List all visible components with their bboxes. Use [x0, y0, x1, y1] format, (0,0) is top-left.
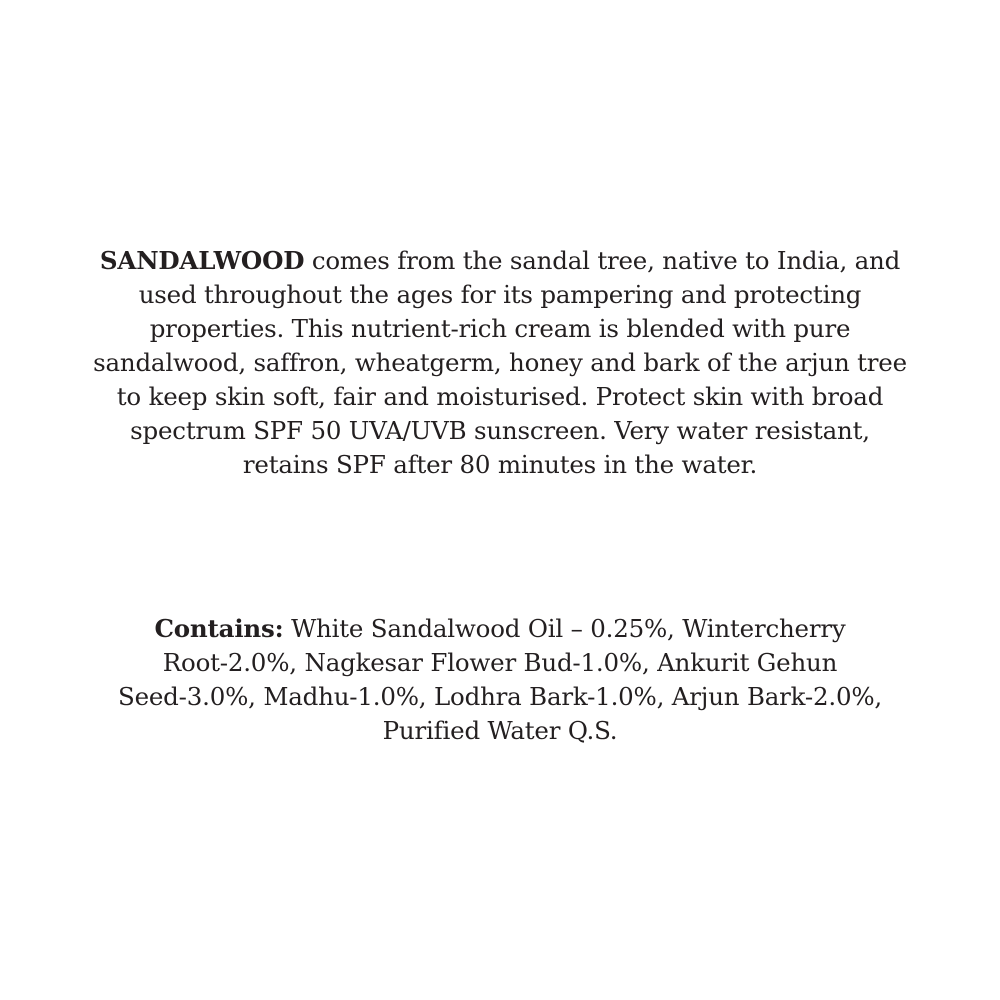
description-line-text: comes from the sandal tree, native to India, and — [304, 246, 901, 275]
contains-label: Contains: — [154, 614, 284, 643]
contains-line: Root-2.0%, Nagkesar Flower Bud-1.0%, Ankurit Gehun — [162, 648, 838, 677]
description-lead: SANDALWOOD — [99, 246, 305, 275]
contains-line: Purified Water Q.S. — [382, 716, 618, 745]
description-line: spectrum SPF 50 UVA/UVB sunscreen. Very water resistant, — [130, 416, 870, 445]
description-line: sandalwood, saffron, wheatgerm, honey and bark of the arjun tree — [93, 348, 907, 377]
description-paragraph — [0, 244, 1000, 482]
description-line: properties. This nutrient-rich cream is blended with pure — [149, 314, 851, 343]
contains-line: Seed-3.0%, Madhu-1.0%, Lodhra Bark-1.0%, Arjun Bark-2.0%, — [117, 682, 882, 711]
description-line: used throughout the ages for its pampering and protecting — [138, 280, 862, 309]
contains-line-text: White Sandalwood Oil – 0.25%, Wintercherry — [283, 614, 846, 643]
description-line: to keep skin soft, fair and moisturised. Protect skin with broad — [116, 382, 884, 411]
contains-paragraph — [0, 612, 1000, 748]
description-line: retains SPF after 80 minutes in the water. — [242, 450, 758, 479]
description-line — [0, 244, 1000, 278]
contains-line — [0, 612, 1000, 646]
